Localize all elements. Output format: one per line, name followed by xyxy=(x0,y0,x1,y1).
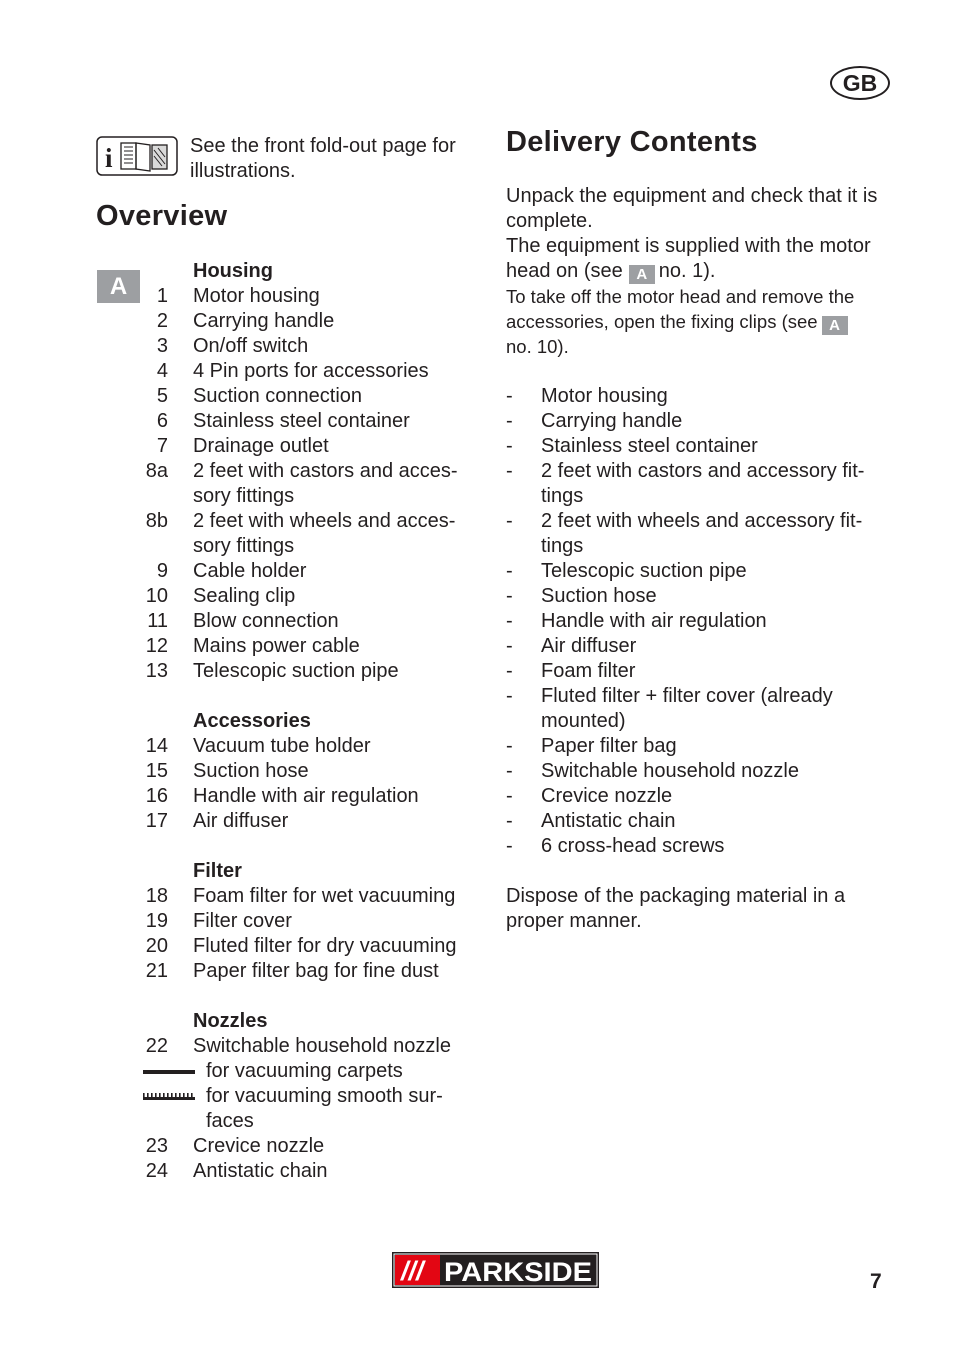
intro-text xyxy=(190,134,490,184)
paragraph-text: head on (see xyxy=(506,260,623,282)
item-number: 4 xyxy=(156,360,168,382)
delivery-contents xyxy=(506,184,896,934)
list-item xyxy=(506,459,896,484)
list-item xyxy=(506,684,896,709)
item-label: Antistatic chain xyxy=(541,810,676,832)
item-label: Antistatic chain xyxy=(193,1160,328,1182)
list-item-continuation xyxy=(506,709,896,734)
item-label: for vacuuming smooth sur- xyxy=(206,1085,443,1107)
list-item xyxy=(506,834,896,859)
item-label: Drainage outlet xyxy=(193,435,329,457)
item-label: Sealing clip xyxy=(193,585,296,607)
list-item xyxy=(140,434,490,459)
list-item xyxy=(140,609,490,634)
item-label: Foam filter for wet vacuuming xyxy=(193,885,456,907)
section-heading-accessories: Accessories xyxy=(193,710,311,732)
figure-a-inline-badge: A xyxy=(629,265,655,284)
item-label: Crevice nozzle xyxy=(541,785,673,807)
item-label: Foam filter xyxy=(541,660,636,682)
svg-text:i: i xyxy=(105,143,113,173)
list-item xyxy=(506,734,896,759)
dash: - xyxy=(506,435,513,457)
solid-line-symbol-icon xyxy=(143,1070,195,1074)
paragraph-line: proper manner. xyxy=(506,910,642,932)
item-label: Handle with air regulation xyxy=(193,785,419,807)
list-item xyxy=(140,459,490,484)
item-number: 13 xyxy=(145,660,168,682)
dash: - xyxy=(506,635,513,657)
list-subitem xyxy=(140,1084,490,1109)
dash: - xyxy=(506,385,513,407)
list-item-continuation xyxy=(140,534,490,559)
paragraph-line: complete. xyxy=(506,210,593,232)
dash: - xyxy=(506,460,513,482)
paragraph-line xyxy=(506,259,896,284)
item-number: 23 xyxy=(145,1135,168,1157)
paragraph-line: no. 10). xyxy=(506,336,569,357)
paragraph-text: no. 1). xyxy=(658,260,716,282)
item-label: 6 cross-head screws xyxy=(541,835,725,857)
list-item xyxy=(506,784,896,809)
dash: - xyxy=(506,510,513,532)
item-label: Handle with air regulation xyxy=(541,610,767,632)
list-item xyxy=(506,809,896,834)
item-label: Paper filter bag for fine dust xyxy=(193,960,439,982)
item-label: Filter cover xyxy=(193,910,292,932)
list-item xyxy=(140,584,490,609)
list-item xyxy=(140,934,490,959)
item-label: Vacuum tube holder xyxy=(193,735,371,757)
item-number: 20 xyxy=(145,935,168,957)
list-item-continuation xyxy=(506,534,896,559)
item-label: Stainless steel container xyxy=(541,435,758,457)
section-heading-filter: Filter xyxy=(193,860,242,882)
item-number: 3 xyxy=(156,335,168,357)
list-item xyxy=(140,334,490,359)
item-number: 5 xyxy=(156,385,168,407)
figure-a-inline-badge: A xyxy=(822,316,848,335)
item-label: Blow connection xyxy=(193,610,339,632)
list-item xyxy=(506,609,896,634)
item-label: mounted) xyxy=(541,710,626,732)
list-item xyxy=(140,1034,490,1059)
item-label: 2 feet with wheels and acces- xyxy=(193,510,456,532)
delivery-contents-title: Delivery Contents xyxy=(506,126,758,158)
intro-line: See the front fold-out page for xyxy=(190,135,456,157)
figure-a-badge: A xyxy=(97,270,140,303)
item-label: Switchable household nozzle xyxy=(541,760,799,782)
item-label: Fluted filter + filter cover (already xyxy=(541,685,833,707)
item-number: 14 xyxy=(145,735,168,757)
item-label: Cable holder xyxy=(193,560,307,582)
dash: - xyxy=(506,785,513,807)
intro-line: illustrations. xyxy=(190,160,296,182)
item-label: faces xyxy=(206,1110,254,1132)
list-item xyxy=(506,634,896,659)
list-item xyxy=(140,1159,490,1184)
item-label: tings xyxy=(541,535,584,557)
item-label: Suction hose xyxy=(193,760,309,782)
paragraph-line: Unpack the equipment and check that it is xyxy=(506,185,878,207)
item-label: 2 feet with castors and acces- xyxy=(193,460,458,482)
dash: - xyxy=(506,760,513,782)
list-item xyxy=(140,359,490,384)
brush-bristles-symbol-icon xyxy=(143,1093,195,1100)
item-number: 21 xyxy=(145,960,168,982)
item-label: 2 feet with castors and accessory fit- xyxy=(541,460,865,482)
list-subitem xyxy=(140,1059,490,1084)
list-item xyxy=(140,734,490,759)
list-item xyxy=(140,309,490,334)
info-book-icon xyxy=(96,136,178,176)
list-item xyxy=(506,434,896,459)
item-label: 4 Pin ports for accessories xyxy=(193,360,429,382)
dash: - xyxy=(506,660,513,682)
item-label: Telescopic suction pipe xyxy=(193,660,399,682)
list-item xyxy=(140,284,490,309)
item-number: 11 xyxy=(147,610,168,632)
section-heading-housing: Housing xyxy=(193,260,273,282)
list-item xyxy=(506,509,896,534)
item-label: Carrying handle xyxy=(193,310,335,332)
item-label: Suction connection xyxy=(193,385,363,407)
dash: - xyxy=(506,560,513,582)
item-number: 7 xyxy=(156,435,168,457)
list-item xyxy=(506,409,896,434)
item-label: Switchable household nozzle xyxy=(193,1035,451,1057)
dash: - xyxy=(506,585,513,607)
item-number: 8a xyxy=(145,460,168,482)
list-subitem-continuation xyxy=(140,1109,490,1134)
item-number: 17 xyxy=(145,810,168,832)
list-item xyxy=(140,759,490,784)
list-item xyxy=(140,784,490,809)
section-heading-nozzles: Nozzles xyxy=(193,1010,268,1032)
item-number: 8b xyxy=(145,510,168,532)
list-item xyxy=(506,759,896,784)
item-label: Motor housing xyxy=(541,385,668,407)
item-label: On/off switch xyxy=(193,335,309,357)
list-item xyxy=(140,1134,490,1159)
item-label: Motor housing xyxy=(193,285,320,307)
list-item xyxy=(140,884,490,909)
item-label: Air diffuser xyxy=(193,810,289,832)
item-label: tings xyxy=(541,485,584,507)
item-number: 18 xyxy=(145,885,168,907)
brand-name: PARKSIDE xyxy=(444,1257,592,1287)
list-item xyxy=(140,409,490,434)
paragraph-line xyxy=(506,309,896,334)
item-number: 1 xyxy=(156,285,168,307)
paragraph-line: The equipment is supplied with the motor xyxy=(506,235,871,257)
logo-stripes: /// xyxy=(401,1256,424,1286)
page-number: 7 xyxy=(870,1270,882,1293)
dash: - xyxy=(506,685,513,707)
dash: - xyxy=(506,410,513,432)
list-item xyxy=(140,509,490,534)
item-number: 22 xyxy=(145,1035,168,1057)
item-number: 2 xyxy=(156,310,168,332)
item-number: 16 xyxy=(145,785,168,807)
item-number: 12 xyxy=(145,635,168,657)
list-item xyxy=(140,634,490,659)
list-item xyxy=(506,559,896,584)
list-item xyxy=(506,584,896,609)
list-item-continuation xyxy=(506,484,896,509)
dash: - xyxy=(506,835,513,857)
item-label: Mains power cable xyxy=(193,635,360,657)
dash: - xyxy=(506,810,513,832)
item-label: Air diffuser xyxy=(541,635,637,657)
item-number: 15 xyxy=(145,760,168,782)
list-item xyxy=(140,384,490,409)
item-number: 10 xyxy=(145,585,168,607)
item-label: sory fittings xyxy=(193,535,295,557)
item-label: 2 feet with wheels and accessory fit- xyxy=(541,510,863,532)
paragraph-text: accessories, open the fixing clips (see xyxy=(506,311,818,332)
language-badge: GB xyxy=(830,66,890,100)
parkside-logo xyxy=(392,1252,599,1288)
item-label: Fluted filter for dry vacuuming xyxy=(193,935,457,957)
item-number: 19 xyxy=(145,910,168,932)
paragraph-line: Dispose of the packaging material in a xyxy=(506,885,846,907)
list-item-continuation xyxy=(140,484,490,509)
list-item xyxy=(506,384,896,409)
item-label: for vacuuming carpets xyxy=(206,1060,403,1082)
item-number: 24 xyxy=(145,1160,168,1182)
item-number: 9 xyxy=(156,560,168,582)
dash: - xyxy=(506,610,513,632)
item-label: Stainless steel container xyxy=(193,410,410,432)
item-label: Telescopic suction pipe xyxy=(541,560,747,582)
item-label: Carrying handle xyxy=(541,410,683,432)
item-label: sory fittings xyxy=(193,485,295,507)
item-label: Crevice nozzle xyxy=(193,1135,325,1157)
overview-title: Overview xyxy=(96,200,228,232)
list-item xyxy=(140,659,490,684)
list-item xyxy=(140,559,490,584)
list-item xyxy=(140,809,490,834)
item-number: 6 xyxy=(156,410,168,432)
item-label: Paper filter bag xyxy=(541,735,677,757)
paragraph-line: To take off the motor head and remove the xyxy=(506,286,855,307)
dash: - xyxy=(506,735,513,757)
list-item xyxy=(506,659,896,684)
list-item xyxy=(140,909,490,934)
overview-list xyxy=(140,259,490,1184)
item-label: Suction hose xyxy=(541,585,657,607)
list-item xyxy=(140,959,490,984)
